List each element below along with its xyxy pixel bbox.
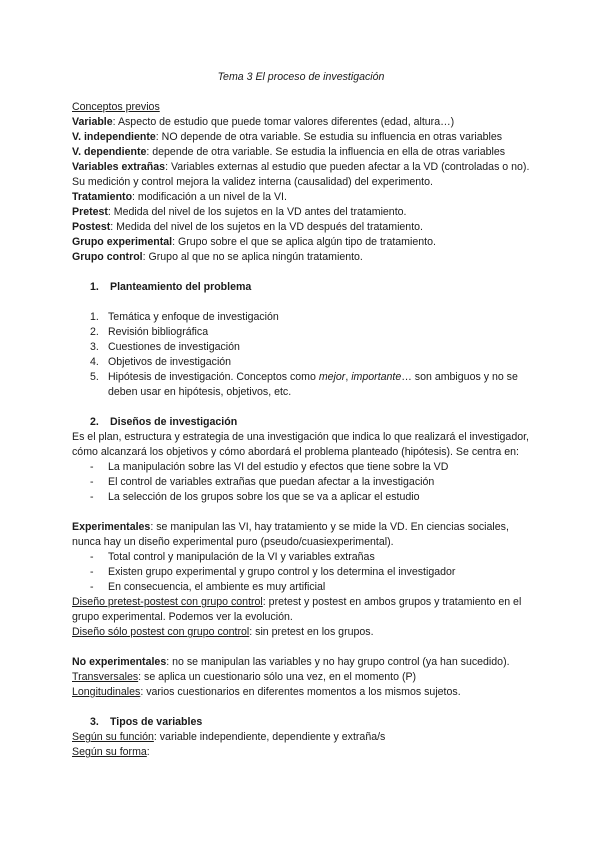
definition: : varios cuestionarios en diferentes momentos a los mismos sujetos. <box>140 686 461 698</box>
section-title: Planteamiento del problema <box>110 281 252 293</box>
concept-text: : Variables externas al estudio que pueden afectar a la VD (controladas o no). Su medición y control mejora la validez interna (causalidad) del experimento. <box>72 161 530 188</box>
dash-item: - En consecuencia, el ambiente es muy artificial <box>90 581 326 593</box>
longitudinales-paragraph <box>72 685 530 700</box>
concept-term: Pretest <box>72 206 108 218</box>
concept-term: Postest <box>72 221 111 233</box>
diseno-pretest-postest <box>72 595 530 625</box>
section-number: 2. <box>90 416 99 428</box>
definition: : pretest y postest en ambos grupos y tratamiento en el grupo experimental. Podemos ver la evolución. <box>72 596 522 623</box>
concept-text: : Medida del nivel de los sujetos en la VD después del tratamiento. <box>110 221 423 233</box>
concept-item <box>72 160 530 190</box>
section-title: Tipos de variables <box>110 716 203 728</box>
dash-text: La selección de los grupos sobre los que se va a aplicar el estudio <box>108 491 420 503</box>
concept-text: : modificación a un nivel de la VI. <box>132 191 287 203</box>
concept-term: V. independiente <box>72 131 156 143</box>
dash-item: - El control de variables extrañas que puedan afectar a la investigación <box>90 476 435 488</box>
concept-term: V. dependiente <box>72 146 147 158</box>
dash-item: - Total control y manipulación de la VI y variables extrañas <box>90 551 375 563</box>
concept-text: : depende de otra variable. Se estudia la influencia en ella de otras variables <box>146 146 506 158</box>
dash-text: En consecuencia, el ambiente es muy artificial <box>108 581 326 593</box>
list-item <box>72 340 530 355</box>
concept-text: : Medida del nivel de los sujetos en la VD antes del tratamiento. <box>107 206 407 218</box>
list-item <box>72 355 530 370</box>
segun-forma-paragraph <box>72 745 530 760</box>
list-text: Cuestiones de investigación <box>108 341 240 353</box>
concept-text: : Grupo sobre el que se aplica algún tipo de tratamiento. <box>172 236 436 248</box>
concept-term: Variable <box>72 116 113 128</box>
definition: : <box>146 746 150 758</box>
concept-text: : Grupo al que no se aplica ningún tratamiento. <box>142 251 363 263</box>
definition: : variable independiente, dependiente y extraña/s <box>153 731 386 743</box>
list-number: 2. <box>90 326 99 338</box>
emphasis-word: mejor <box>318 371 346 383</box>
concept-item <box>72 235 530 250</box>
planteamiento-list <box>72 310 530 400</box>
section-2-intro: Es el plan, estructura y estrategia de una investigación que indica lo que realizará el investigador, cómo alcanzará los objetivos y cómo abordará el problema planteado (hipótesis). Se centra en: <box>72 431 529 458</box>
conceptos-heading: Conceptos previos <box>72 101 160 113</box>
section-1-heading <box>72 280 530 295</box>
term: Experimentales <box>72 521 151 533</box>
list-number: 5. <box>90 371 99 383</box>
section-2-heading <box>72 415 530 430</box>
list-item <box>72 310 530 325</box>
document-title: Tema 3 El proceso de investigación <box>217 71 385 83</box>
concept-item <box>72 190 530 205</box>
definition: : se aplica un cuestionario sólo una vez, en el momento (P) <box>138 671 417 683</box>
list-text: Objetivos de investigación <box>108 356 232 368</box>
list-number: 4. <box>90 356 99 368</box>
emphasis-word: importante <box>351 371 402 383</box>
diseno-solo-postest <box>72 625 530 640</box>
list-text: Revisión bibliográfica <box>108 326 209 338</box>
concept-text: : Aspecto de estudio que puede tomar valores diferentes (edad, altura…) <box>112 116 455 128</box>
term: Diseño pretest-postest con grupo control <box>72 596 263 608</box>
dash-text: Existen grupo experimental y grupo control y los determina el investigador <box>108 566 456 578</box>
dash-text: El control de variables extrañas que puedan afectar a la investigación <box>108 476 435 488</box>
concept-item <box>72 220 530 235</box>
list-text: , <box>345 371 352 383</box>
list-number: 1. <box>90 311 99 323</box>
list-text: Hipótesis de investigación. Conceptos como <box>108 371 319 383</box>
dash-item: - Existen grupo experimental y grupo control y los determina el investigador <box>90 566 456 578</box>
concept-term: Tratamiento <box>72 191 133 203</box>
concept-item <box>72 115 530 130</box>
dash-text: Total control y manipulación de la VI y variables extrañas <box>108 551 375 563</box>
definition: : sin pretest en los grupos. <box>249 626 374 638</box>
list-item <box>72 325 530 340</box>
concept-item <box>72 205 530 220</box>
dash-item: - La selección de los grupos sobre los que se va a aplicar el estudio <box>90 491 420 503</box>
concept-term: Grupo control <box>72 251 143 263</box>
section-title: Diseños de investigación <box>110 416 238 428</box>
list-number: 3. <box>90 341 99 353</box>
section-3-heading <box>72 715 530 730</box>
concept-term: Variables extrañas <box>72 161 166 173</box>
list-text: … son ambiguos y no se deben usar en hipótesis, objetivos, etc. <box>108 371 518 398</box>
term: Longitudinales <box>72 686 141 698</box>
term: Según su función <box>72 731 154 743</box>
section-number: 1. <box>90 281 99 293</box>
definition: : no se manipulan las variables y no hay grupo control (ya han sucedido). <box>166 656 510 668</box>
experimentales-paragraph <box>72 520 530 550</box>
term: No experimentales <box>72 656 167 668</box>
list-item <box>72 370 530 400</box>
concept-text: : NO depende de otra variable. Se estudia su influencia en otras variables <box>155 131 503 143</box>
term: Según su forma <box>72 746 147 758</box>
no-experimentales-paragraph <box>72 655 530 670</box>
concept-item <box>72 145 530 160</box>
term: Diseño sólo postest con grupo control <box>72 626 250 638</box>
diseno-focus-list <box>72 460 530 505</box>
concept-term: Grupo experimental <box>72 236 173 248</box>
concept-item <box>72 250 530 265</box>
transversales-paragraph <box>72 670 530 685</box>
segun-funcion-paragraph <box>72 730 530 745</box>
dash-text: La manipulación sobre las VI del estudio y efectos que tiene sobre la VD <box>108 461 449 473</box>
list-text: Temática y enfoque de investigación <box>108 311 279 323</box>
experimentales-list <box>72 550 530 595</box>
definition: : se manipulan las VI, hay tratamiento y se mide la VD. En ciencias sociales, nunca hay un diseño experimental puro (pseudo/cuasiexperimental). <box>72 521 509 548</box>
section-number: 3. <box>90 716 99 728</box>
concept-item <box>72 130 530 145</box>
conceptos-list <box>72 115 530 265</box>
document-page <box>72 70 530 760</box>
dash-item: - La manipulación sobre las VI del estudio y efectos que tiene sobre la VD <box>90 461 449 473</box>
term: Transversales <box>72 671 139 683</box>
